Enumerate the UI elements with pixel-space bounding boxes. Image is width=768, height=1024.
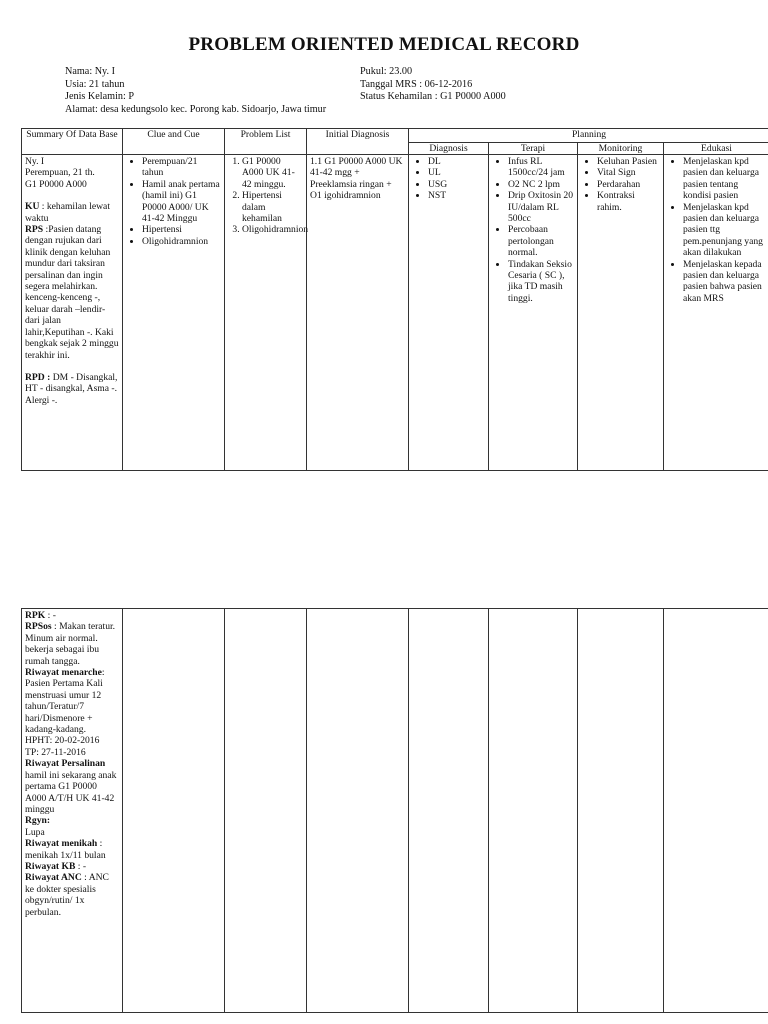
patient-name: Nama: Ny. I — [65, 66, 115, 77]
problem-item: 1. G1 P0000 A000 UK 41-42 minggu. — [242, 156, 303, 190]
summary-entry: TP: 27-11-2016 — [25, 746, 86, 758]
clue-cell — [123, 609, 225, 1013]
problem-list-cell — [225, 609, 307, 1013]
admission-date: Tanggal MRS : 06-12-2016 — [360, 78, 473, 90]
edukasi-item: • Menjelaskan kepada pasien dan keluarga pasien bahwa pasien akan MRS — [683, 259, 766, 305]
diagnosis-cell — [409, 155, 489, 471]
terapi-item: • O2 NC 2 lpm — [508, 179, 574, 190]
monitoring-item: • Kontraksi rahim. — [597, 190, 660, 213]
summary-entry: G1 P0000 A000 — [25, 178, 87, 190]
summary-entry: RPS :Pasien datang dengan rujukan dari klinik dengan keluhan mundur dari taksiran persalinan dan ingin segera melahirkan. kenceng-kenceng -, keluar darah –lendir- dari jalan lahir,Keputihan -. Kaki bengkak sejak 2 minggu terakhir ini. — [25, 224, 119, 361]
medical-record-table — [21, 128, 768, 471]
summary-entry: Riwayat menarche: Pasien Pertama Kali menstruasi umur 12 tahun/Teratur/7 hari/Dismenore + kadang-kadang. — [25, 667, 105, 736]
header-planning: Planning — [409, 129, 768, 143]
summary-entry: RPSos : Makan teratur. Minum air normal. bekerja sebagai ibu rumah tangga. — [25, 621, 116, 667]
header-initial-diagnosis: Initial Diagnosis — [307, 129, 409, 155]
initial-diagnosis-cell: 1.1 G1 P0000 A000 UK 41-42 mgg + Preeklamsia ringan + O1 igohidramnion — [307, 155, 409, 471]
admission-time: Pukul: 23.00 — [360, 66, 413, 77]
header-edukasi: Edukasi — [664, 143, 768, 155]
summary-cell — [22, 155, 123, 471]
problem-item: 2. Hipertensi dalam kehamilan — [242, 190, 303, 224]
problem-item: 3. Oligohidramnion — [242, 224, 303, 235]
summary-entry: Riwayat KB : - — [25, 860, 87, 872]
edukasi-cell — [664, 609, 768, 1013]
terapi-item: • Infus RL 1500cc/24 jam — [508, 156, 574, 179]
summary-entry: KU : kehamilan lewat waktu — [25, 201, 110, 224]
header-terapi: Terapi — [489, 143, 578, 155]
summary-entry: Rgyn: — [25, 815, 51, 827]
terapi-item: • Percobaan pertolongan normal. — [508, 224, 574, 258]
clue-item: • Hamil anak pertama (hamil ini) G1 P0000 A000/ UK 41-42 Minggu — [142, 179, 221, 225]
monitoring-item: • Keluhan Pasien — [597, 156, 660, 167]
summary-entry: Riwayat Persalinan hamil ini sekarang anak pertama G1 P0000 A000 A/T/H UK 41-42 minggu — [25, 758, 117, 815]
summary-entry: Perempuan, 21 th. — [25, 167, 95, 179]
monitoring-item: • Vital Sign — [597, 167, 660, 178]
edukasi-item: • Menjelaskan kpd pasien dan keluarga pasien ttg pem.penunjang yang akan dilakukan — [683, 202, 766, 259]
summary-entry: RPD : DM - Disangkal, HT - disangkal, Asma -. Alergi -. — [25, 371, 118, 406]
terapi-cell — [489, 155, 578, 471]
header-diagnosis: Diagnosis — [409, 143, 489, 155]
summary-entry: Riwayat menikah : menikah 1x/11 bulan — [25, 838, 106, 861]
header-monitoring: Monitoring — [578, 143, 664, 155]
summary-entry: RPK : - — [25, 610, 56, 621]
terapi-item: • Tindakan Seksio Cesaria ( SC ), jika TD masih tinggi. — [508, 259, 574, 305]
clue-item: • Hipertensi — [142, 224, 221, 235]
patient-address: Alamat: desa kedungsolo kec. Porong kab. Sidoarjo, Jawa timur — [65, 103, 327, 115]
page-title: PROBLEM ORIENTED MEDICAL RECORD — [188, 34, 580, 55]
header-clue: Clue and Cue — [123, 129, 225, 155]
patient-gender: Jenis Kelamin: P — [65, 91, 135, 102]
header-summary: Summary Of Data Base — [22, 129, 123, 155]
monitoring-item: • Perdarahan — [597, 179, 660, 190]
terapi-item: • Drip Oxitosin 20 IU/dalam RL 500cc — [508, 190, 574, 224]
header-problem-list: Problem List — [225, 129, 307, 155]
patient-info-right — [360, 66, 506, 104]
summary-entry: Ny. I — [25, 156, 45, 167]
summary-entry: Riwayat ANC : ANC ke dokter spesialis obgyn/rutin/ 1x perbulan. — [25, 872, 109, 918]
summary-entry: Lupa — [25, 826, 45, 838]
clue-cell — [123, 155, 225, 471]
diagnosis-item: • DL — [428, 156, 485, 167]
problem-list-cell — [225, 155, 307, 471]
patient-age: Usia: 21 tahun — [65, 78, 125, 90]
pregnancy-status: Status Kehamilan : G1 P0000 A000 — [360, 91, 506, 102]
diagnosis-item: • USG — [428, 179, 485, 190]
diagnosis-item: • NST — [428, 190, 485, 201]
terapi-cell — [489, 609, 578, 1013]
clue-item: • Perempuan/21 tahun — [142, 156, 221, 179]
clue-item: • Oligohidramnion — [142, 236, 221, 247]
edukasi-item: • Menjelaskan kpd pasien dan keluarga pasien tentang kondisi pasien — [683, 156, 766, 202]
spacer — [25, 190, 119, 201]
monitoring-cell — [578, 609, 664, 1013]
summary-cell — [22, 609, 123, 1013]
initial-diagnosis-cell — [307, 609, 409, 1013]
patient-info-left — [65, 66, 326, 116]
monitoring-cell — [578, 155, 664, 471]
diagnosis-cell — [409, 609, 489, 1013]
edukasi-cell — [664, 155, 768, 471]
summary-entry: HPHT: 20-02-2016 — [25, 735, 100, 747]
medical-record-table-continued — [21, 608, 768, 1013]
spacer — [25, 361, 119, 372]
diagnosis-item: • UL — [428, 167, 485, 178]
